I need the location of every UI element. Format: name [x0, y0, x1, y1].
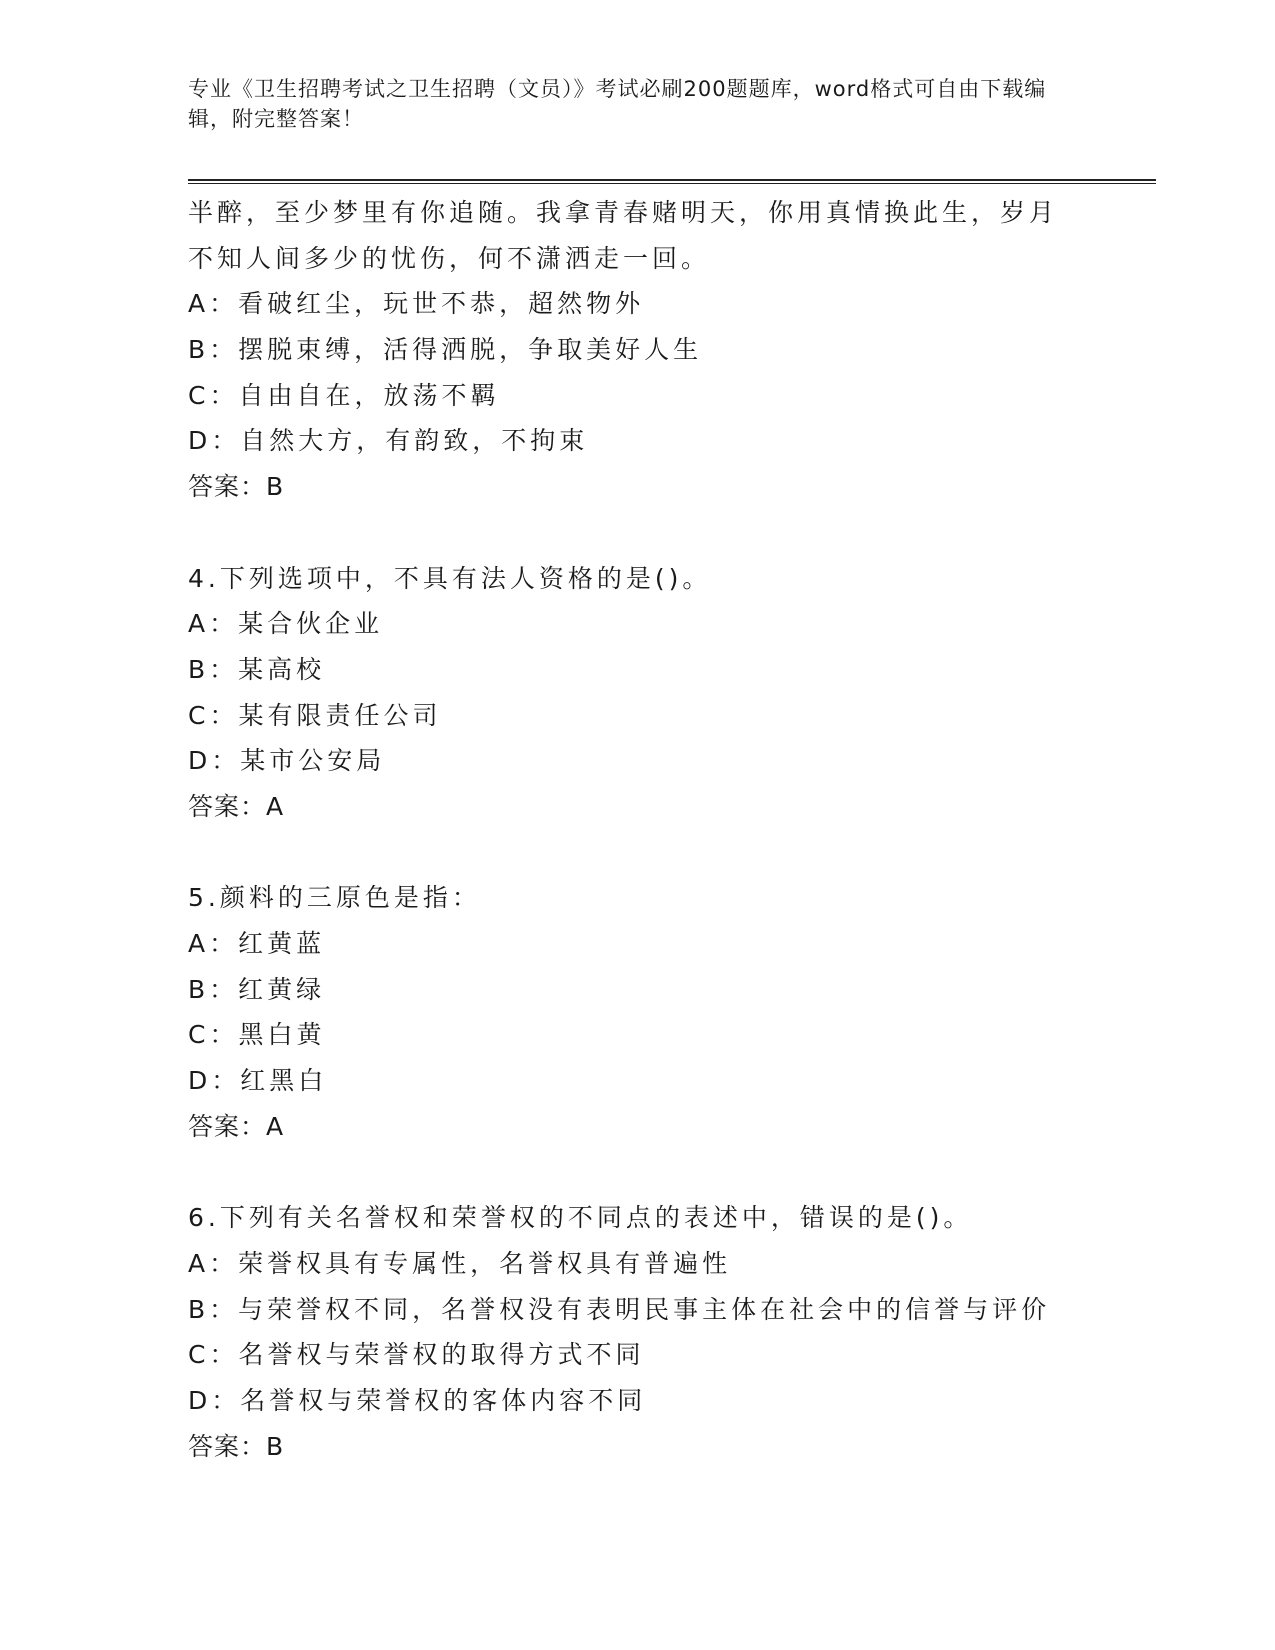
option-d: D：名誉权与荣誉权的客体内容不同: [188, 1385, 647, 1415]
option-c: C：自由自在，放荡不羁: [188, 380, 500, 410]
option-b: B：红黄绿: [188, 974, 326, 1004]
option-c: C：名誉权与荣誉权的取得方式不同: [188, 1340, 645, 1370]
option-c: C：黑白黄: [188, 1020, 326, 1050]
question-continuation: [188, 190, 1088, 510]
answer-line: 答案：B: [188, 1431, 285, 1461]
question-6: [188, 1195, 1088, 1469]
question-text-line: 半醉，至少梦里有你追随。我拿青春赌明天，你用真情换此生，岁月: [188, 198, 1059, 227]
question-5: [188, 875, 1088, 1149]
question-stem: 6.下列有关名誉权和荣誉权的不同点的表述中，错误的是()。: [188, 1203, 973, 1233]
option-a: A：看破红尘，玩世不恭，超然物外: [188, 289, 645, 319]
option-d: D：红黑白: [188, 1066, 328, 1096]
question-stem: 4.下列选项中，不具有法人资格的是()。: [188, 563, 712, 593]
answer-line: 答案：B: [188, 472, 285, 502]
option-b: B：某高校: [188, 654, 326, 684]
header-divider: [188, 179, 1156, 184]
answer-line: 答案：A: [188, 1111, 285, 1141]
question-stem: 5.颜料的三原色是指：: [188, 883, 481, 913]
option-d: D：某市公安局: [188, 746, 386, 776]
header-title: 专业《卫生招聘考试之卫生招聘（文员）》考试必刷200题题库，word格式可自由下载编辑，附完整答案！: [188, 77, 1047, 131]
option-c: C：某有限责任公司: [188, 700, 442, 730]
document-header: [188, 74, 1068, 134]
document-body: [188, 190, 1088, 1469]
question-text-line: 不知人间多少的忧伤，何不潇洒走一回。: [188, 243, 711, 273]
option-a: A：某合伙企业: [188, 609, 384, 639]
option-b: B：摆脱束缚，活得洒脱，争取美好人生: [188, 335, 703, 365]
answer-line: 答案：A: [188, 791, 285, 821]
option-a: A：荣誉权具有专属性，名誉权具有普遍性: [188, 1248, 732, 1278]
question-4: [188, 556, 1088, 830]
option-a: A：红黄蓝: [188, 929, 326, 958]
option-b: B：与荣誉权不同，名誉权没有表明民事主体在社会中的信誉与评价: [188, 1294, 1051, 1324]
option-d: D：自然大方，有韵致，不拘束: [188, 426, 589, 456]
